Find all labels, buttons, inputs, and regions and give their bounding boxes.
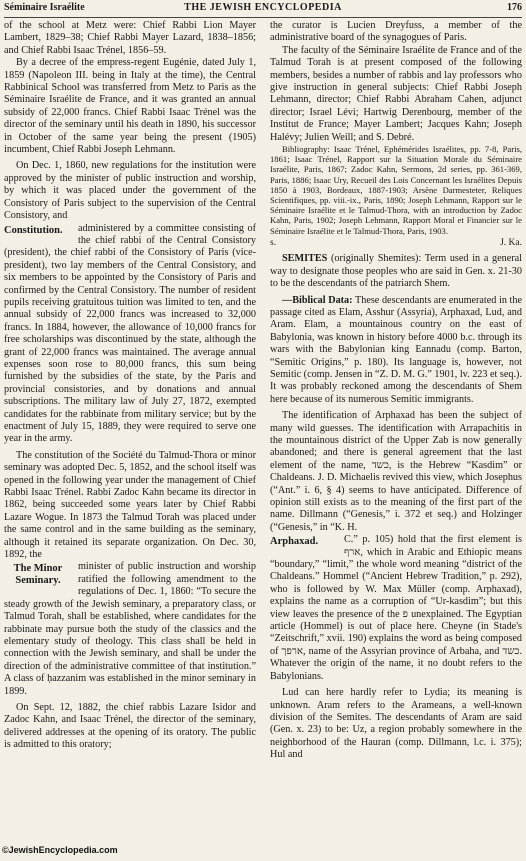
side-heading-constitution: Constitution.	[4, 224, 63, 236]
side-heading-arphaxad: Arphaxad.	[270, 536, 319, 548]
subheading-biblical-data: —Biblical Data:	[282, 294, 353, 306]
paragraph: On Sept. 12, 1882, the chief rabbis Lazare Isidor and Zadoc Kahn, and Isaac Trénel, the director of the seminary, delivered addresses at the opening of its oratory. The public is admitted to this oratory;	[4, 701, 256, 751]
paragraph-continued: administered by a committee consisting of the chief rabbi of the Central Consistory (president), the chief rabbi of the Consistory of Paris (vice-president), two lay members of the Central Consistory, and six members to be appointed by the Consistory of Paris and confirmed by the Central Consistory. The number of resident pupils receiving gratuitous tuition was limited to ten, and the annual subsidy of 22,000 francs was increased to 32,000 francs. In 1884, however, the allowance of 10,000 francs for free scholarships was discontinued by the state, although the grant of 22,000 francs was maintained. The average annual expenses soon rose to 80,000 francs, this sum being furnished by the subsidies of the state, by the Paris and provincial consistories, and by donations and annual subscriptions. The military law of July 27, 1872, exempted candidates for the rabbinate from military service; but by the enactment of July 15, 1889, they were required to serve one year in the army.	[4, 222, 256, 445]
paragraph: of the school at Metz were: Chief Rabbi Lion Mayer Lambert, 1829–38; Chief Rabbi Mayer Lazard, 1838–1856; and Chief Rabbi Isaac Trénel, 1856–59.	[4, 20, 256, 56]
header-rule	[4, 17, 522, 18]
running-head-line-1: Séminaire Israélite	[4, 2, 85, 13]
entry-title-semites[interactable]: SEMITES	[282, 253, 328, 265]
signature-initial: s.	[270, 237, 277, 248]
paragraph: The identification of Arphaxad has been the subject of many wild guesses. The identification with Arrapachitis in the mountainous district of the Upper Zab is now generally abandoned; and there is general agreement that the last element of the name, כשד, is the Hebrew “Kasdim” or Chaldeans. J. D. Michaelis revived this view, which Josephus (“Ant.” i. 6, § 4) seems to have anticipated. Difference of opinion still exists as to the meaning of the first part of the name. Dillmann (“Genesis,” i. 372 et seq.) and Holzinger (“Genesis,” in “K. H.	[270, 410, 522, 533]
running-head-title: THE JEWISH ENCYCLOPEDIA	[184, 2, 342, 13]
left-column	[4, 20, 256, 842]
entry-intro: (originally Shemites): Term used in a general way to designate those peoples who are said in Gen. x. 21-30 to be the descendants of the patriarch Shem.	[270, 253, 522, 290]
signature-author: J. Ka.	[500, 237, 522, 248]
paragraph: The faculty of the Séminaire Israélite de France and of the Talmud Torah is at present composed of the following members, besides a number of rabbis and lay professors who give instruction in general subjects: Chief Rabbi Joseph Lehmann, director; Chief Rabbi Abraham Cahen, adjunct director; Israel Lévi; Hartwig Derenbourg, member of the Institut de France; Mayer Lambert; Jacques Kahn; Joseph Halévy; Julien Weill; and S. Debré.	[270, 44, 522, 143]
paragraph-continued: C.” p. 105) hold that the first element is ארף, which in Arabic and Ethiopic means “boundary,” “limit,” the whole word meaning “district of the Chaldeans.” Hommel (“Ancient Hebrew Tradition,” p. 292), who is followed by W. Max Müller (comp. Arphaxad), explains the name as a corruption of “Ur-kasdim”; but this view leaves the presence of the פ unexplained. The Egyptian article (Hommel) is out of place here. Cheyne (in Stade's “Zeitschrift,” xvii. 190) explains the word as being composed of ארפך, name of the Assyrian province of Arbaha, and כשד. Whatever the origin of the name, it no doubt refers to the Babylonians.	[270, 534, 522, 682]
paragraph-continued: minister of public instruction and worship ratified the following amendment to the regulations of Dec. 1, 1860: “To secure the steady growth of the Jewish seminary, a preparatory class, or Talmud Torah, shall be established, where candidates for the rabbinate may pursue both the study of the classics and the elementary study of theology. This class shall be held in connection with the Jewish seminary, and shall be under the direction of the administrative committee of that institution.” A class of ḥazzanim was established in the minor seminary in 1899.	[4, 561, 256, 697]
bibliography: Bibliography: Isaac Trénel, Ephémérides Israélites, pp. 7-8, Paris, 1861; Isaac Trénel, Rapport sur la Situation Morale du Séminaire Israélite, Paris, 1867; Zadoc Kahn, Sermons, 2d series, pp. 361-369, Paris, 1886; Isaac Ury, Recueil des Lois Concernant les Israélites Depuis 1850 à 1903, Bordeaux, 1887-1903; Arsène Darmesteter, Reliques Scientifiques, pp. viii.-ix., Paris, 1890; Joseph Lehmann, Rapport sur le Séminaire Israélite et le Talmud-Thora, with an introduction by Zadoc Kahn, Paris, 1902; Joseph Lehmann, Rapport Moral et Financier sur le Séminaire Israélite et le Talmud-Thora, Paris, 1903.	[270, 144, 522, 236]
paragraph: Lud can here hardly refer to Lydia; its meaning is unknown. Aram refers to the Arameans, a well-known division of the Semites. The descendants of Aram are said (Gen. x. 23) to be: Uz, a region probably somewhere in the neighborhood of the Hauran (comp. Dillmann, l.c. i. 375); Hul and	[270, 687, 522, 761]
paragraph: On Dec. 1, 1860, new regulations for the institution were approved by the minister of public instruction and worship, by which it was placed under the government of the Consistory of Paris subject to the supervision of the Central Consistory, and	[4, 160, 256, 222]
paragraph: The constitution of the Société du Talmud-Thora or minor seminary was adopted Dec. 5, 1852, and the school itself was opened in the following year under the management of Chief Rabbi Isaac Trénel. Rabbi Zadoc Kahn became its director in 1862, being succeeded some years later by Chief Rabbi Lazare Wogue. In 1873 the Talmud Torah was placed under the same control and in the same building as the seminary, although it retained its separate organization. On Dec. 30, 1892, the	[4, 449, 256, 561]
paragraph: These descendants are enumerated in the passage cited as Elam, Asshur (Assyria), Arphaxad, Lud, and Aram. Elam, a mountainous country on the east of Babylonia, was known in history before 4000 b.c. through its wars with the Babylonian king Eannadu (comp. Barton, “Semitic Origins,” p. 180). Its language is, however, not Semitic (comp. Jensen in “Z. D. M. G.” 1901, lv. 223 et seq.). It was probably reckoned among the descendants of Shem here because of its numerous Semitic immigrants.	[270, 294, 522, 405]
right-column	[270, 20, 522, 842]
page-number: 176	[507, 2, 522, 13]
paragraph: the curator is Lucien Dreyfuss, a member of the administrative board of the synagogues of Paris.	[270, 20, 522, 44]
signature-line	[270, 237, 522, 249]
site-watermark-link[interactable]: ©JewishEncyclopedia.com	[2, 845, 118, 855]
paragraph: By a decree of the empress-regent Eugénie, dated July 1, 1859 (Napoleon III. being in Italy at the time), the Central Rabbinical School was transferred from Metz to Paris as the Séminaire Israélite de France, and it was granted an annual subsidy of 22,000 francs. Chief Rabbi Isaac Trénel was the director of the seminary until his death in 1890, his successor in October of the same year being the present (1905) incumbent, Chief Rabbi Joseph Lehmann.	[4, 57, 256, 156]
side-heading-minor-seminary: The Minor Seminary.	[13, 563, 63, 587]
page-header	[4, 2, 522, 18]
